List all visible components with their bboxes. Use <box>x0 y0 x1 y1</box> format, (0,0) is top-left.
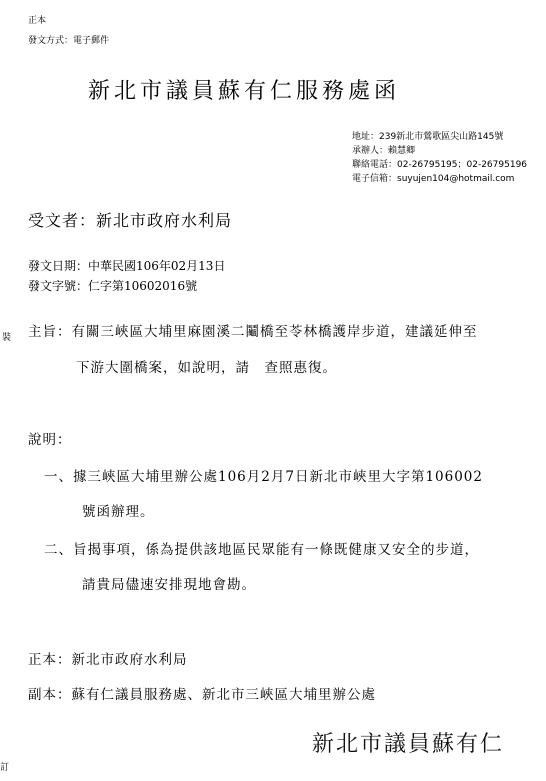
send-method-label: 發文方式：電子郵件 <box>28 36 110 46</box>
contact-email: 電子信箱：suyujen104@hotmail.com <box>352 174 515 184</box>
contact-phone: 聯絡電話：02-26795195；02-26795196 <box>352 160 528 170</box>
contact-handler: 承辦人：賴慧卿 <box>352 146 416 156</box>
explanation-item-1-line-2: 號函辦理。 <box>82 504 155 520</box>
subject-line-1: 主旨：有關三峽區大埔里麻園溪二鬮橋至苓林橋護岸步道，建議延伸至 <box>28 324 478 340</box>
contact-address: 地址：239新北市鶯歌區尖山路145號 <box>352 132 504 142</box>
binding-mark-bottom: 訂 <box>0 763 10 773</box>
issue-number: 發文字號：仁字第10602016號 <box>28 279 198 293</box>
signature: 新北市議員蘇有仁 <box>312 732 505 757</box>
explanation-item-2-line-2: 請貴局儘速安排現地會勘。 <box>82 577 256 593</box>
recipient: 受文者：新北市政府水利局 <box>28 211 233 230</box>
binding-mark-top: 裝 <box>2 333 12 343</box>
document-title: 新北市議員蘇有仁服務處函 <box>88 79 401 104</box>
original-recipient: 正本：新北市政府水利局 <box>28 652 188 668</box>
issue-date: 發文日期：中華民國106年02月13日 <box>28 259 226 273</box>
copy-type-label: 正本 <box>28 16 47 26</box>
explanation-item-1-line-1: 一、據三峽區大埔里辦公處106月2月7日新北市峽里大字第106002 <box>44 469 483 485</box>
subject-line-2: 下游大圍橋案，如說明，請 查照惠復。 <box>76 360 337 376</box>
explanation-item-2-line-1: 二、旨揭事項，係為提供該地區民眾能有一條既健康又安全的步道， <box>44 542 479 558</box>
copy-recipients: 副本：蘇有仁議員服務處、新北市三峽區大埔里辦公處 <box>28 687 376 703</box>
explanation-label: 說明： <box>28 432 72 448</box>
